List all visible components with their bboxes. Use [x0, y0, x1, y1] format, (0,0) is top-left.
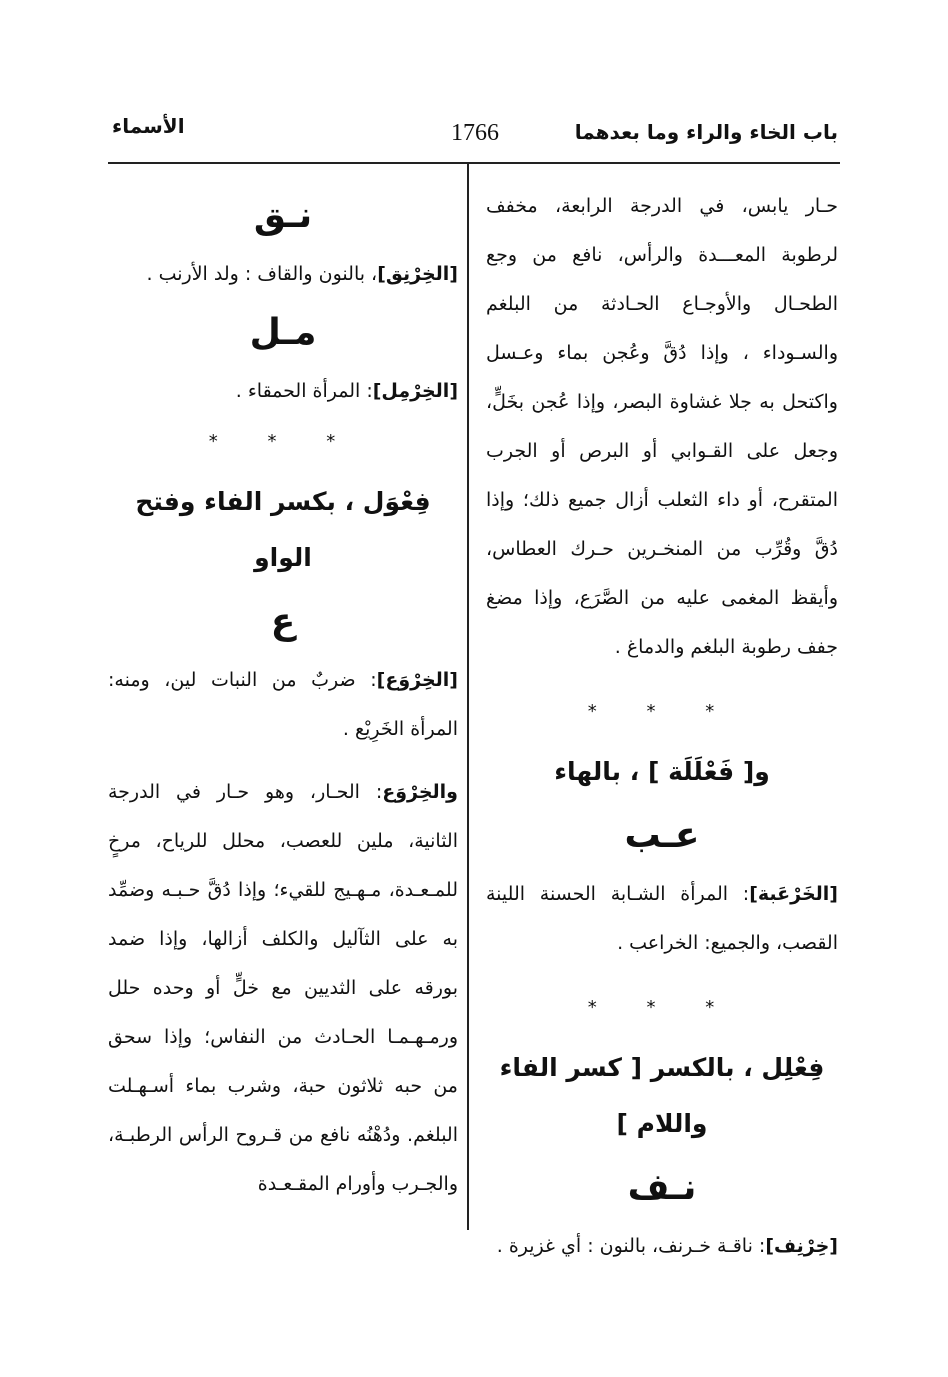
entry-term: [الخَرْعَبة] [749, 883, 838, 905]
root-heading: عـب [624, 815, 700, 856]
column-divider [467, 162, 469, 1230]
entry-definition: : ضربٌ من النبات لين، ومنه: المرأة الخَرِيْع . [108, 669, 458, 740]
header-rule [108, 162, 840, 164]
root-heading: مـل [249, 312, 317, 353]
pattern-heading: فِعْلِل ، بالكسر [ كسر الفاء واللام ] [499, 1053, 825, 1138]
entry-definition: : ناقـة خـرنف، بالنون : أي غزيرة . [496, 1235, 766, 1257]
running-title-left: الأسماء [112, 114, 185, 138]
dictionary-entry [108, 768, 458, 1209]
dictionary-entry [108, 367, 458, 416]
dictionary-entry [108, 250, 458, 299]
running-title-right: باب الخاء والراء وما بعدهما [574, 120, 838, 144]
kharwa-properties-text: حـار يابس، في الدرجة الرابعة، مخفف لرطوبة المعـــدة والرأس، نافع من وجع الطحـال والأوجـاع الحـادثة من البلغم والسـوداء ، وإذا دُقَّ وعُجن بماء وعـسل واكتحل به جلا غشاوة البصر، وإذا عُجن بخَلٍّ، وجعل على القـوابي أو البرص أو الجرب المتقرح، أو داء الثعلب أزال جميع ذلك؛ وإذا دُقَّ وقُرِّب من المنخـرين حـرك العطاس، وأيقظ المغمى عليه من الصَّرَع، وإذا مضغ جفف رطوبة البلغم والدماغ . [486, 195, 838, 658]
entry-term: [خِرْنِف] [765, 1235, 838, 1257]
entry-definition: ، بالنون والقاف : ولد الأرنب . [146, 263, 378, 285]
section-separator: * * * [587, 997, 737, 1018]
dictionary-entry [108, 656, 458, 754]
entry-term: [الخِرْنِق] [377, 263, 458, 285]
section-separator: * * * [208, 431, 358, 452]
entry-definition: : المرأة الشـابة الحسنة اللينة القصب، والجميع: الخراعب . [486, 883, 838, 954]
dictionary-entry [486, 1222, 838, 1271]
entry-definition: : المرأة الحمقاء . [235, 380, 373, 402]
pattern-heading: فِعْوَل ، بكسر الفاء وفتح الواو [135, 487, 431, 572]
entry-term: [الخِرْوَع] [376, 669, 458, 691]
right-column [486, 182, 838, 1271]
root-heading: ع [270, 601, 296, 642]
entry-term: والخِرْوَع [382, 781, 458, 803]
page-header [112, 112, 838, 152]
page-number: 1766 [451, 120, 499, 146]
dictionary-entry [486, 870, 838, 968]
section-separator: * * * [587, 701, 737, 722]
entry-term: [الخِرْمِل] [372, 380, 458, 402]
entry-definition: : الحـار، وهو حـار في الدرجة الثانية، ملين للعصب، محلل للرياح، مرخٍ للمـعـدة، مـهـيج للقيء؛ وإذا دُقَّ حـبـه وضمِّد به على الثآليل والكلف أزالها، وإذا ضمد بورقه على الثديين مع خلٍّ أو وحده حلل ورمـهـمـا الحـادث من النفاس؛ وإذا سحق من حبه ثلاثون حبة، وشرب بماء أسـهـلت البلغم. ودُهْنُه نافع من قـروح الرأس الرطبـة، والجـرب وأورام المقـعـدة [108, 781, 458, 1195]
root-heading: نـف [627, 1167, 697, 1208]
left-column [108, 182, 458, 1209]
pattern-heading: و[ فَعْلَلَة ] ، بالهاء [554, 757, 770, 786]
root-heading: نـق [253, 195, 313, 236]
